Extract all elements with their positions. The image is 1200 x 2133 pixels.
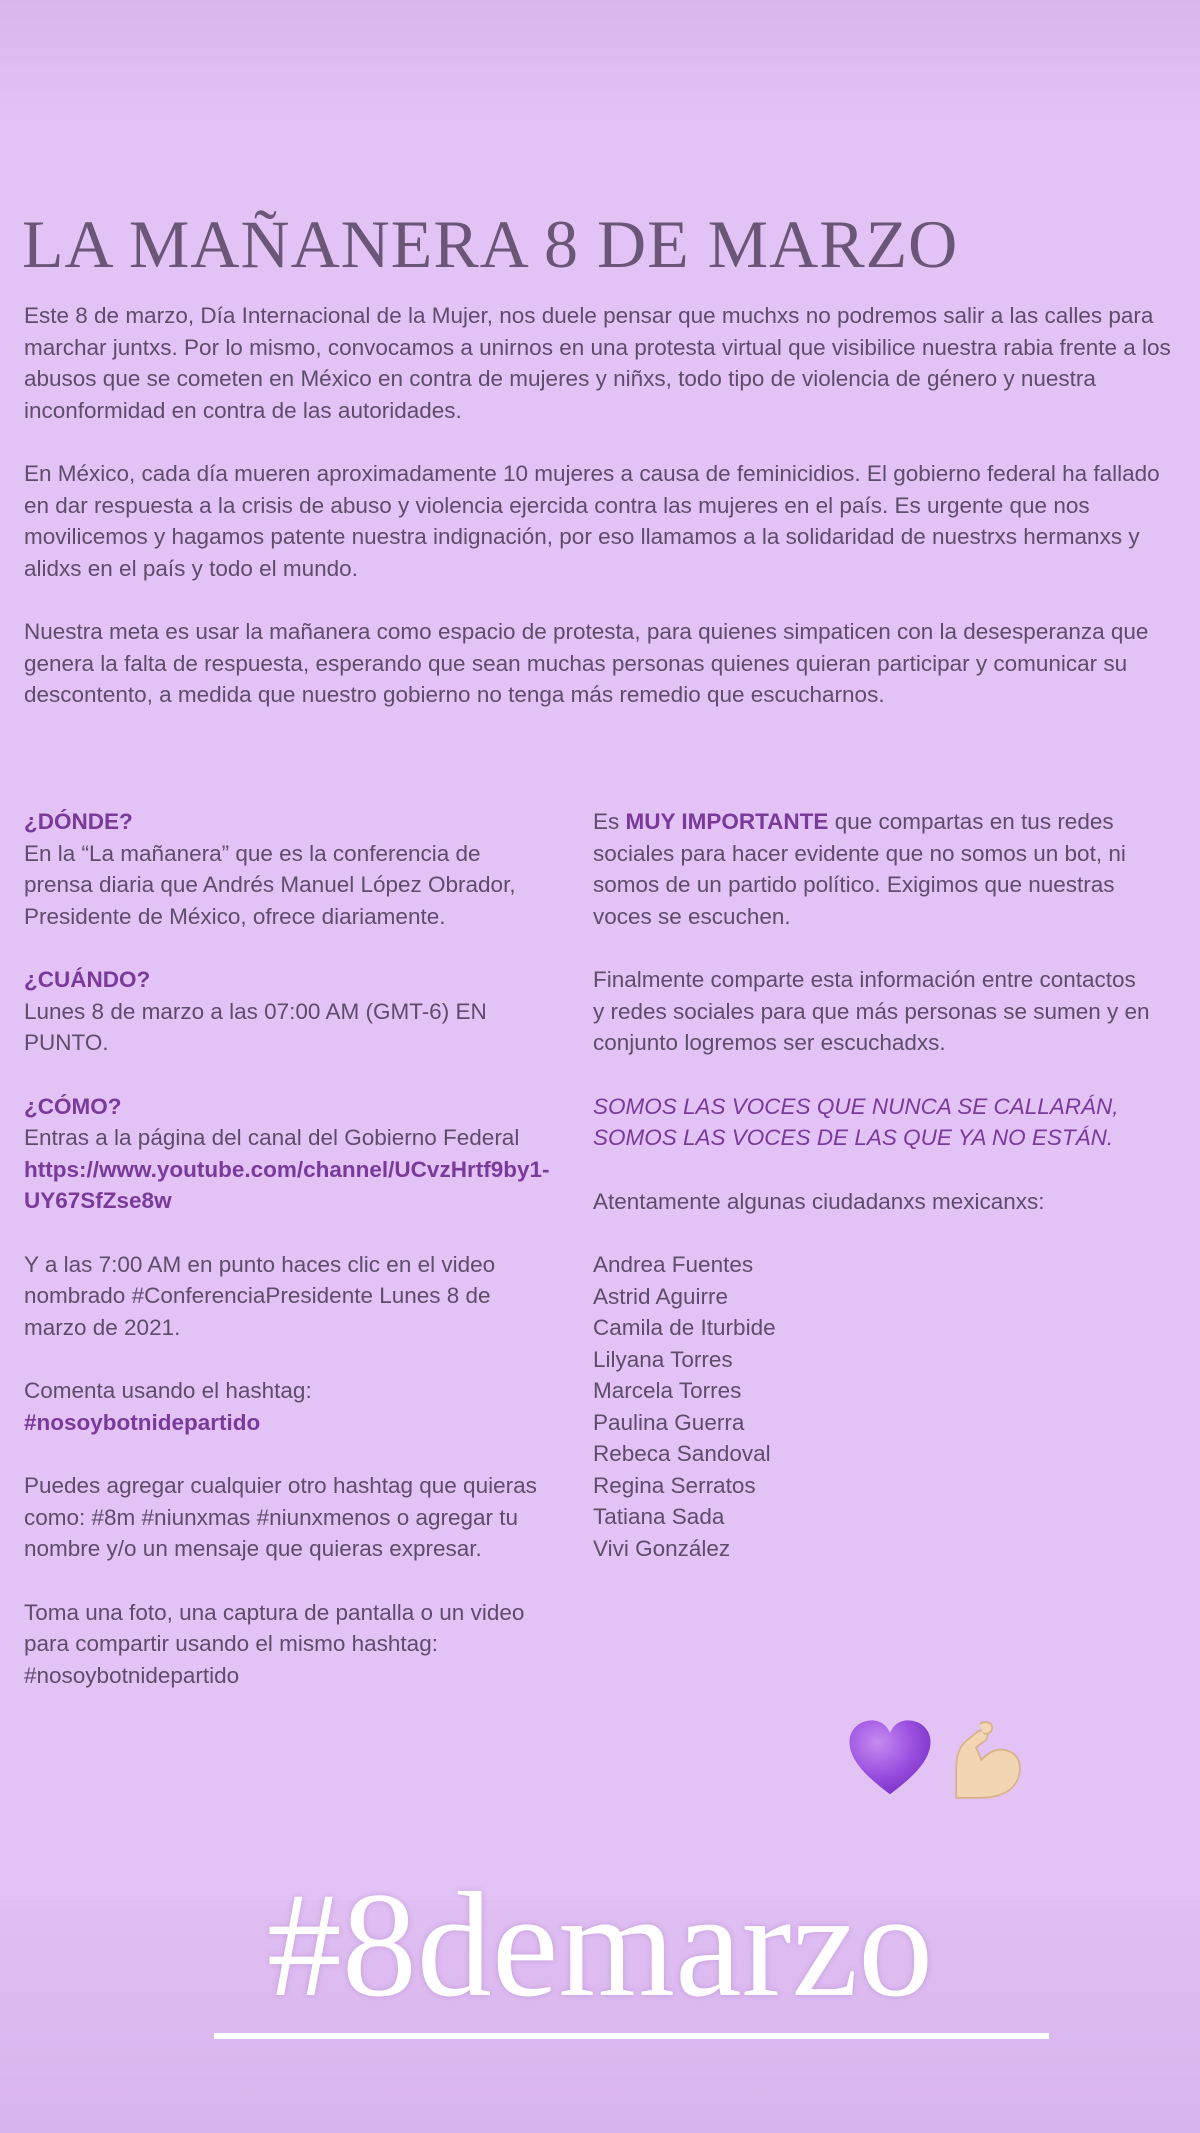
donde-heading: ¿DÓNDE? bbox=[24, 809, 133, 834]
donde-section bbox=[24, 806, 554, 932]
important-pre: Es bbox=[593, 809, 626, 834]
important-section bbox=[593, 806, 1153, 932]
list-item: Lilyana Torres bbox=[593, 1346, 733, 1372]
list-item: Tatiana Sada bbox=[593, 1504, 725, 1529]
slogan: SOMOS LAS VOCES QUE NUNCA SE CALLARÁN, SOMOS LAS VOCES DE LAS QUE YA NO ESTÁN. bbox=[593, 1093, 1119, 1150]
comment-hashtag: #nosoybotnidepartido bbox=[24, 1409, 261, 1435]
photo-text: Toma una foto, una captura de pantalla o un video para compartir usando el mismo hashtag: #nosoybotnidepartido bbox=[24, 1599, 525, 1688]
list-item: Paulina Guerra bbox=[593, 1409, 745, 1435]
intro-paragraph: Este 8 de marzo, Día Internacional de la Mujer, nos duele pensar que muchxs no podremos salir a las calles para marchar juntxs. Por lo mismo, convocamos a unirnos en una protesta virtual que visibilice nuestra rabia frente a los abusos que se cometen en México en contra de mujeres y niñxs, todo tipo de violencia de género y nuestra inconformidad en contra de las autoridades. bbox=[24, 303, 1171, 423]
list-item: Rebeca Sandoval bbox=[593, 1441, 771, 1466]
list-item: Marcela Torres bbox=[593, 1378, 742, 1403]
video-text: Y a las 7:00 AM en punto haces clic en el video nombrado #ConferenciaPresidente Lunes 8 de marzo de 2021. bbox=[24, 1251, 496, 1340]
intro-paragraph: En México, cada día mueren aproximadamente 10 mujeres a causa de feminicidios. El gobierno federal ha fallado en dar respuesta a la crisis de abuso y violencia ejercida contra las mujeres en el país. Es urgente que nos movilicemos y hagamos patente nuestra indignación, por eso llamamos a la solidaridad de nuestrxs hermanxs y alidxs en el país y todo el mundo. bbox=[24, 461, 1160, 581]
emoji-row bbox=[845, 1715, 1045, 1815]
list-item: Camila de Iturbide bbox=[593, 1315, 776, 1340]
final-text: Finalmente comparte esta información entre contactos y redes sociales para que más personas se sumen y en conjunto logremos ser escuchadxs. bbox=[593, 967, 1150, 1055]
signoff: Atentamente algunas ciudadanxs mexicanxs: bbox=[593, 1188, 1045, 1214]
como-text: Entras a la página del canal del Gobierno Federal bbox=[24, 1125, 520, 1150]
purple-heart-icon bbox=[845, 1715, 935, 1805]
youtube-link[interactable]: https://www.youtube.com/channel/UCvzHrtf9by1-UY67SfZse8w bbox=[24, 1156, 550, 1213]
intro-section bbox=[24, 300, 1184, 743]
extra-hashtags-text: Puedes agregar cualquier otro hashtag que quieras como: #8m #niunxmas #niunxmenos o agregar tu nombre y/o un mensaje que quieras expresar. bbox=[24, 1473, 537, 1561]
cuando-heading: ¿CUÁNDO? bbox=[24, 967, 151, 992]
list-item: Vivi González bbox=[593, 1535, 731, 1561]
important-bold: MUY IMPORTANTE bbox=[625, 809, 829, 834]
list-item: Andrea Fuentes bbox=[593, 1252, 754, 1277]
hashtag-underline bbox=[214, 2033, 1049, 2039]
comment-text: Comenta usando el hashtag: bbox=[24, 1378, 312, 1403]
left-column bbox=[24, 806, 554, 1723]
names-list bbox=[593, 1249, 1153, 1564]
flexed-biceps-icon bbox=[940, 1715, 1030, 1805]
hashtag-sticker: #8demarzo bbox=[266, 1862, 934, 2028]
intro-paragraph: Nuestra meta es usar la mañanera como espacio de protesta, para quienes simpaticen con la desesperanza que genera la falta de respuesta, esperando que sean muchas personas quienes quieran participar y comunicar su descontento, a medida que nuestro gobierno no tenga más remedio que escucharnos. bbox=[24, 619, 1149, 707]
cuando-section bbox=[24, 964, 554, 1059]
como-heading: ¿CÓMO? bbox=[24, 1093, 122, 1119]
cuando-text: Lunes 8 de marzo a las 07:00 AM (GMT-6) EN PUNTO. bbox=[24, 998, 487, 1055]
page-title: LA MAÑANERA 8 DE MARZO bbox=[22, 206, 959, 282]
right-column bbox=[593, 806, 1153, 1564]
list-item: Regina Serratos bbox=[593, 1472, 756, 1498]
donde-text: En la “La mañanera” que es la conferencia de prensa diaria que Andrés Manuel López Obrador, Presidente de México, ofrece diariamente. bbox=[24, 840, 516, 929]
top-band bbox=[0, 0, 1200, 120]
comment-section bbox=[24, 1375, 554, 1438]
como-section bbox=[24, 1091, 554, 1217]
list-item: Astrid Aguirre bbox=[593, 1283, 729, 1309]
important-post: que compartas en tus redes sociales para hacer evidente que no somos un bot, ni somos de un partido político. Exigimos que nuestras voces se escuchen. bbox=[593, 809, 1126, 929]
